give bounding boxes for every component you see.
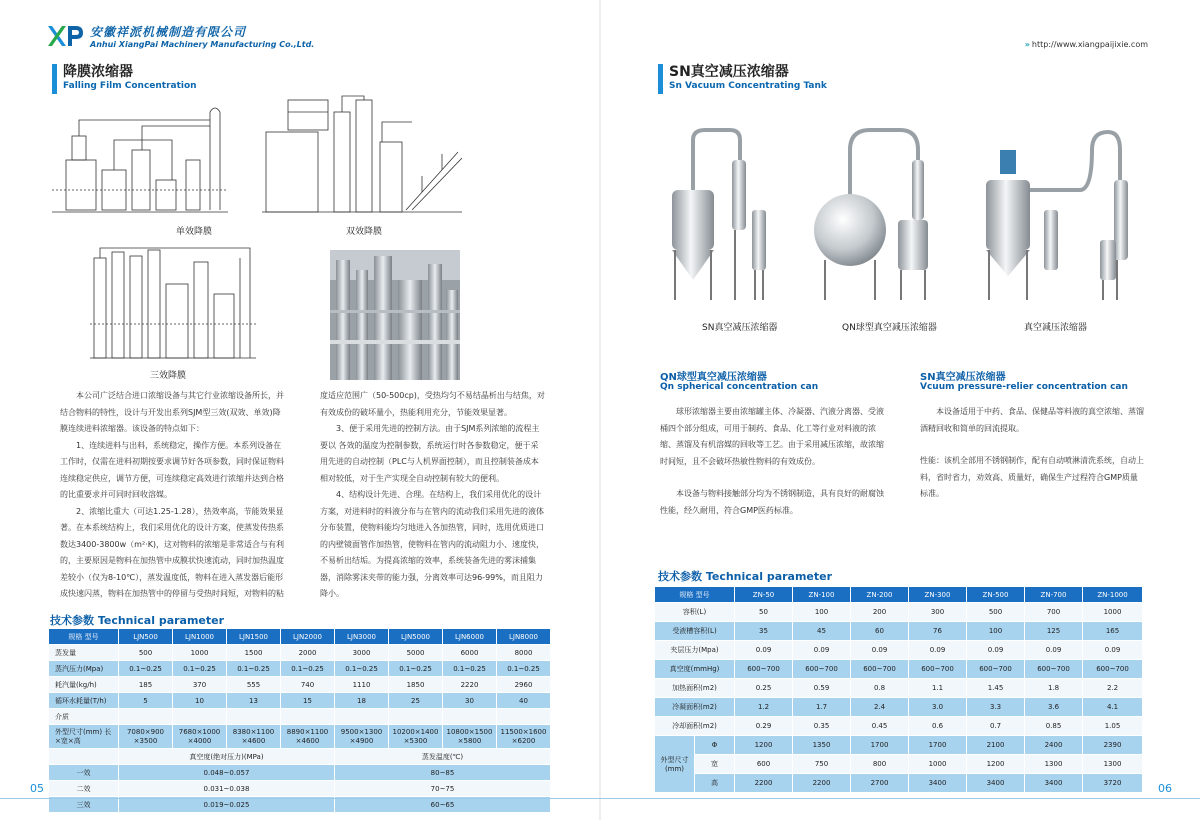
caption-double-effect: 双效降膜 [346, 227, 383, 237]
table-row [655, 603, 1143, 622]
table-row [49, 709, 551, 725]
header-cell: ZN-500 [967, 587, 1025, 603]
section-heading [658, 64, 827, 94]
table-cell: 8000 [497, 645, 551, 661]
header-cell: 规格 型号 [655, 587, 735, 603]
header-cell: ZN-300 [909, 587, 967, 603]
paragraph: 性能：该机全部用不锈钢制作，配有自动喷淋清洗系统，自动上料，省时省力，劝效高、质量好，确保生产过程符合GMP质量标准。 [920, 456, 1144, 498]
table-cell: 500 [967, 603, 1025, 622]
table-cell: 二效 [49, 781, 119, 797]
table-cell: 800 [851, 755, 909, 774]
qn-subtitle-en: Qn spherical concentration can [660, 382, 819, 392]
section-bar [658, 64, 663, 94]
table-cell: 100 [967, 622, 1025, 641]
header-cell: ZN-200 [851, 587, 909, 603]
qn-spherical-concentrator-image [814, 130, 928, 300]
table-cell: 35 [735, 622, 793, 641]
table-cell: 700 [1025, 603, 1083, 622]
table-cell: 200 [851, 603, 909, 622]
paragraph: 4、结构设计先进、合理。在结构上，我们采用优化的设计方案，对进料时的料液分布与在管内的流动我们采用先进的液体分布装置，使物料能均匀地进入各加热管，同时，选用优质进口的内壁镜面管作加热管，使物料在管内的流动阻力小、速度快，不易析出结垢。为提高浓缩的效率，系统装备先进的雾沫捕集器，消除雾沫夹带的能力强，分离效率可达96-99%，而且阻力降小。 [320, 490, 544, 598]
row-label: 蒸汽压力(Mpa) [49, 661, 119, 677]
table-cell: 370 [173, 677, 227, 693]
table-cell: 8380×1100 ×4600 [227, 725, 281, 749]
table-cell: 3720 [1083, 774, 1143, 793]
table-row [49, 725, 551, 749]
row-label: 耗汽量(kg/h) [49, 677, 119, 693]
table-cell: 三效 [49, 797, 119, 813]
table-cell: 3000 [335, 645, 389, 661]
table-cell: 0.09 [735, 641, 793, 660]
right-tech-title: 技术参数 Technical parameter [658, 570, 833, 583]
row-label: 介质 [49, 709, 119, 725]
right-spec-table [654, 586, 1143, 793]
table-row [49, 693, 551, 709]
table-cell: 740 [281, 677, 335, 693]
header-cell: LJN5000 [389, 629, 443, 645]
section-heading [52, 64, 197, 94]
paragraph: 2、浓缩比重大（可达1.25-1.28），热效率高，节能效果显著。在本系统结构上，我们采用优化的设计方案，使蒸发传热系数达3400-3800w（m²·K)，这对物料的浓缩是非常适合与有利的，主要原因是物料在加热管中成膜状快速流动，同时加热温度差较小（仅为8-10℃），蒸发温度低，物料在进入蒸发器后能形成快速闪蒸，物料在加热管中的停留与受热时间短，对物料的粘 [60, 506, 285, 598]
table-row [655, 698, 1143, 717]
table-cell: 600~700 [909, 660, 967, 679]
table-cell: 600 [735, 755, 793, 774]
table-cell [335, 709, 389, 725]
table-cell: 0.85 [1025, 717, 1083, 736]
table-cell: 1300 [1083, 755, 1143, 774]
table-cell: 76 [909, 622, 967, 641]
table-cell: 185 [119, 677, 173, 693]
left-text-column-2 [320, 388, 546, 603]
url-text[interactable]: http://www.xiangpaijixie.com [1031, 40, 1148, 49]
table-cell: 5000 [389, 645, 443, 661]
table-cell: 1110 [335, 677, 389, 693]
table-cell: 8890×1100 ×4600 [281, 725, 335, 749]
table-cell: 3400 [909, 774, 967, 793]
table-cell: 60~65 [335, 797, 551, 813]
header-cell: LJN6000 [443, 629, 497, 645]
section-title-cn: SN真空减压浓缩器 [669, 64, 789, 80]
table-cell: 1500 [227, 645, 281, 661]
left-spec-table [48, 628, 551, 813]
table-cell: 1.2 [735, 698, 793, 717]
table-cell: 0.25 [735, 679, 793, 698]
table-row [49, 645, 551, 661]
table-row [655, 641, 1143, 660]
header-cell: LJN1000 [173, 629, 227, 645]
table-cell: 1.45 [967, 679, 1025, 698]
table-cell: 0.6 [909, 717, 967, 736]
double-effect-drawing [262, 92, 462, 220]
caption-sn-concentrator: SN真空减压浓缩器 [702, 323, 778, 333]
paragraph: 球形浓缩器主要由浓缩罐主体、冷凝器、汽液分离器、受液桶四个部分组成，可用于制药、食品、化工等行业对料液的浓缩、蒸馏及有机溶媒的回收等工艺。由于采用减压浓缩，故浓缩时间短，且不会破坏热敏性物料的有效成份。 [660, 407, 884, 466]
table-cell: 10800×1500 ×5800 [443, 725, 497, 749]
row-label: 容积(L) [655, 603, 735, 622]
table-row [49, 781, 551, 797]
sub-header-cell: 真空度(绝对压力)(MPa) [119, 749, 335, 765]
table-cell: 3400 [967, 774, 1025, 793]
vacuum-concentrator-image [986, 132, 1128, 300]
table-cell: 2.2 [1083, 679, 1143, 698]
caption-triple-effect: 三效降膜 [150, 371, 187, 381]
qn-subtitle-cn: QN球型真空减压浓缩器 [660, 372, 767, 383]
table-cell: 10200×1400 ×5300 [389, 725, 443, 749]
table-cell: 2200 [793, 774, 851, 793]
table-cell: 600~700 [735, 660, 793, 679]
section-title-en: Sn Vacuum Concentrating Tank [669, 81, 827, 91]
table-cell: 1.1 [909, 679, 967, 698]
table-cell: 0.1~0.25 [497, 661, 551, 677]
header-cell: ZN-100 [793, 587, 851, 603]
table-cell: 0.45 [851, 717, 909, 736]
table-cell: 0.1~0.25 [227, 661, 281, 677]
table-cell: 0.09 [851, 641, 909, 660]
header-cell: ZN-50 [735, 587, 793, 603]
row-label: 夹层压力(Mpa) [655, 641, 735, 660]
table-cell: 3.0 [909, 698, 967, 717]
table-cell: 7080×900 ×3500 [119, 725, 173, 749]
table-cell: 10 [173, 693, 227, 709]
table-cell: 3400 [1025, 774, 1083, 793]
table-cell: 0.29 [735, 717, 793, 736]
table-cell: 1000 [173, 645, 227, 661]
table-cell: 600~700 [793, 660, 851, 679]
paragraph: 1、连续进料与出料，系统稳定，操作方便。本系列设备在工作时，仅需在进料初期按要求调节好各项参数，同时保证物料连续稳定供应，调节方便，可连续稳定高效进行浓缩并达到合格的比重要求并可同时回收溶媒。 [60, 440, 284, 499]
table-cell: 2400 [1025, 736, 1083, 755]
table-cell: 0.09 [1083, 641, 1143, 660]
bottom-rule [600, 798, 1200, 799]
table-cell: 600~700 [967, 660, 1025, 679]
table-cell: 500 [119, 645, 173, 661]
table-cell: 125 [1025, 622, 1083, 641]
table-cell: 2.4 [851, 698, 909, 717]
double-chevron-icon: » [1024, 40, 1028, 49]
table-cell: 0.7 [967, 717, 1025, 736]
table-cell [119, 709, 173, 725]
table-cell: 2000 [281, 645, 335, 661]
table-row [655, 717, 1143, 736]
caption-qn-concentrator: QN球型真空减压浓缩器 [842, 323, 937, 333]
table-cell: 0.019~0.025 [119, 797, 335, 813]
table-cell: 1000 [909, 755, 967, 774]
company-name-en: Anhui XiangPai Machinery Manufacturing Co.,Ltd. [90, 40, 315, 49]
company-name-cn: 安徽祥派机械制造有限公司 [90, 25, 247, 39]
page-number-right: 06 [1158, 782, 1172, 795]
sn-subtitle-en: Vcuum pressure-relier concentration can [920, 382, 1128, 392]
table-cell: 80~85 [335, 765, 551, 781]
table-cell: 2700 [851, 774, 909, 793]
row-label: 外型尺寸(mm) 长×宽×高 [49, 725, 119, 749]
table-cell: 600~700 [851, 660, 909, 679]
triple-effect-drawing [90, 244, 256, 364]
sn-subtitle-cn: SN真空减压浓缩器 [920, 372, 1006, 383]
left-text-column-1 [60, 388, 286, 603]
table-cell: 0.1~0.25 [119, 661, 173, 677]
table-cell: 30 [443, 693, 497, 709]
website-url[interactable] [1025, 40, 1148, 49]
table-cell: 2390 [1083, 736, 1143, 755]
section-title-cn: 降膜浓缩器 [63, 64, 133, 80]
sn-concentrator-image [672, 130, 766, 300]
table-cell: 11500×1600 ×6200 [497, 725, 551, 749]
paragraph: 本设备与物料接触部分均为不锈钢制造，具有良好的耐腐蚀性能，经久耐用，符合GMP医药标准。 [660, 489, 884, 515]
row-label: 加热面积(m2) [655, 679, 735, 698]
left-tech-title: 技术参数 Technical parameter [50, 614, 225, 627]
header-cell: LJN2000 [281, 629, 335, 645]
factory-photo [330, 250, 460, 380]
right-page [600, 0, 1200, 820]
table-cell: 70~75 [335, 781, 551, 797]
table-cell: 1.7 [793, 698, 851, 717]
table-row [49, 629, 551, 645]
paragraph: 度适应范围广（50-500cp)，受热均匀不易结晶析出与结焦，对有效成份的破坏量小，热能利用充分，节能效果显著。 [320, 391, 545, 417]
table-cell: 9500×1300 ×4900 [335, 725, 389, 749]
table-row [655, 622, 1143, 641]
table-cell: 300 [909, 603, 967, 622]
table-cell: 0.59 [793, 679, 851, 698]
table-cell [281, 709, 335, 725]
table-row [655, 774, 1143, 793]
xp-logo-icon [46, 22, 84, 50]
table-cell [389, 709, 443, 725]
table-row [655, 587, 1143, 603]
table-cell: 15 [281, 693, 335, 709]
table-cell: 2960 [497, 677, 551, 693]
row-label [49, 749, 119, 765]
table-cell [497, 709, 551, 725]
header-cell: ZN-1000 [1083, 587, 1143, 603]
table-cell: 600~700 [1025, 660, 1083, 679]
header-cell: 规格 型号 [49, 629, 119, 645]
table-cell: 1850 [389, 677, 443, 693]
header-cell: LJN500 [119, 629, 173, 645]
table-row [655, 736, 1143, 755]
table-cell: 1350 [793, 736, 851, 755]
table-cell: 0.1~0.25 [389, 661, 443, 677]
paragraph: 本设备适用于中药、食品、保健品等料液的真空浓缩、蒸馏酒精回收和简单的回流提取。 [920, 407, 1144, 433]
table-cell: 0.1~0.25 [335, 661, 389, 677]
row-label: 蒸发量 [49, 645, 119, 661]
equipment-photos [660, 120, 1150, 315]
paragraph: 本公司广泛结合进口浓缩设备与其它行业浓缩设备所长，并结合物料的特性，设计与开发出系列SJM型三效(双效、单效)降膜连续进料浓缩器。该设备的特点如下： [60, 391, 284, 433]
table-cell: 1.8 [1025, 679, 1083, 698]
table-row [49, 749, 551, 765]
row-label: 循环水耗量(T/h) [49, 693, 119, 709]
table-cell: 600~700 [1083, 660, 1143, 679]
table-cell: 555 [227, 677, 281, 693]
bottom-rule [0, 798, 600, 799]
table-cell: 3.3 [967, 698, 1025, 717]
table-cell: 0.09 [793, 641, 851, 660]
table-cell: 0.1~0.25 [173, 661, 227, 677]
table-cell: 高 [695, 774, 735, 793]
table-cell: 宽 [695, 755, 735, 774]
section-title-en: Falling Film Concentration [63, 81, 197, 91]
table-cell: 1200 [735, 736, 793, 755]
table-cell: 1200 [967, 755, 1025, 774]
table-cell: 2100 [967, 736, 1025, 755]
table-cell: 2220 [443, 677, 497, 693]
caption-single-effect: 单效降膜 [176, 227, 213, 237]
table-cell: 1000 [1083, 603, 1143, 622]
table-cell: 60 [851, 622, 909, 641]
row-label: 受液槽容积(L) [655, 622, 735, 641]
table-row [655, 755, 1143, 774]
table-cell: 0.1~0.25 [281, 661, 335, 677]
table-cell: 40 [497, 693, 551, 709]
header-cell: LJN8000 [497, 629, 551, 645]
table-row [655, 660, 1143, 679]
table-cell: 50 [735, 603, 793, 622]
table-cell: 13 [227, 693, 281, 709]
table-cell: 750 [793, 755, 851, 774]
table-cell [443, 709, 497, 725]
caption-vacuum-concentrator: 真空减压浓缩器 [1024, 323, 1088, 333]
sub-header-cell: 蒸发温度(℃) [335, 749, 551, 765]
row-label: 外型尺寸 (mm) [655, 736, 695, 793]
table-cell: Φ [695, 736, 735, 755]
table-cell: 25 [389, 693, 443, 709]
table-cell: 100 [793, 603, 851, 622]
table-row [49, 677, 551, 693]
table-cell: 一效 [49, 765, 119, 781]
table-cell: 0.031~0.038 [119, 781, 335, 797]
section-bar [52, 64, 57, 94]
page-number-left: 05 [30, 782, 44, 795]
table-cell: 7680×1000 ×4000 [173, 725, 227, 749]
paragraph: 3、便于采用先进的控制方法。由于SJM系列浓缩的流程主要以 各效的温度为控制参数，系统运行时各参数稳定，便于采用先进的自动控制（PLC与人机界面控制），而且控制装备成本相对较低，对于生产实现全自动控制有较大的便利。 [320, 424, 540, 483]
table-cell: 5 [119, 693, 173, 709]
table-cell: 0.35 [793, 717, 851, 736]
table-cell: 0.8 [851, 679, 909, 698]
table-cell: 0.09 [967, 641, 1025, 660]
row-label: 冷却面积(m2) [655, 717, 735, 736]
table-cell: 0.09 [909, 641, 967, 660]
table-cell: 165 [1083, 622, 1143, 641]
table-cell: 6000 [443, 645, 497, 661]
row-label: 真空度(mmHg) [655, 660, 735, 679]
table-cell: 0.1~0.25 [443, 661, 497, 677]
table-cell: 4.1 [1083, 698, 1143, 717]
header-cell: LJN3000 [335, 629, 389, 645]
table-cell: 2200 [735, 774, 793, 793]
sn-description [920, 404, 1144, 503]
table-cell: 1700 [851, 736, 909, 755]
table-cell [227, 709, 281, 725]
table-cell: 1700 [909, 736, 967, 755]
table-cell: 18 [335, 693, 389, 709]
company-logo [46, 22, 314, 50]
table-cell: 45 [793, 622, 851, 641]
header-cell: LJN1500 [227, 629, 281, 645]
table-cell: 0.048~0.057 [119, 765, 335, 781]
table-cell: 1.05 [1083, 717, 1143, 736]
table-cell: 3.6 [1025, 698, 1083, 717]
row-label: 冷凝面积(m2) [655, 698, 735, 717]
table-cell [173, 709, 227, 725]
table-cell: 0.09 [1025, 641, 1083, 660]
table-cell: 1300 [1025, 755, 1083, 774]
table-row [49, 765, 551, 781]
table-row [49, 661, 551, 677]
header-cell: ZN-700 [1025, 587, 1083, 603]
qn-description [660, 404, 888, 519]
table-row [655, 679, 1143, 698]
single-effect-drawing [52, 100, 228, 220]
